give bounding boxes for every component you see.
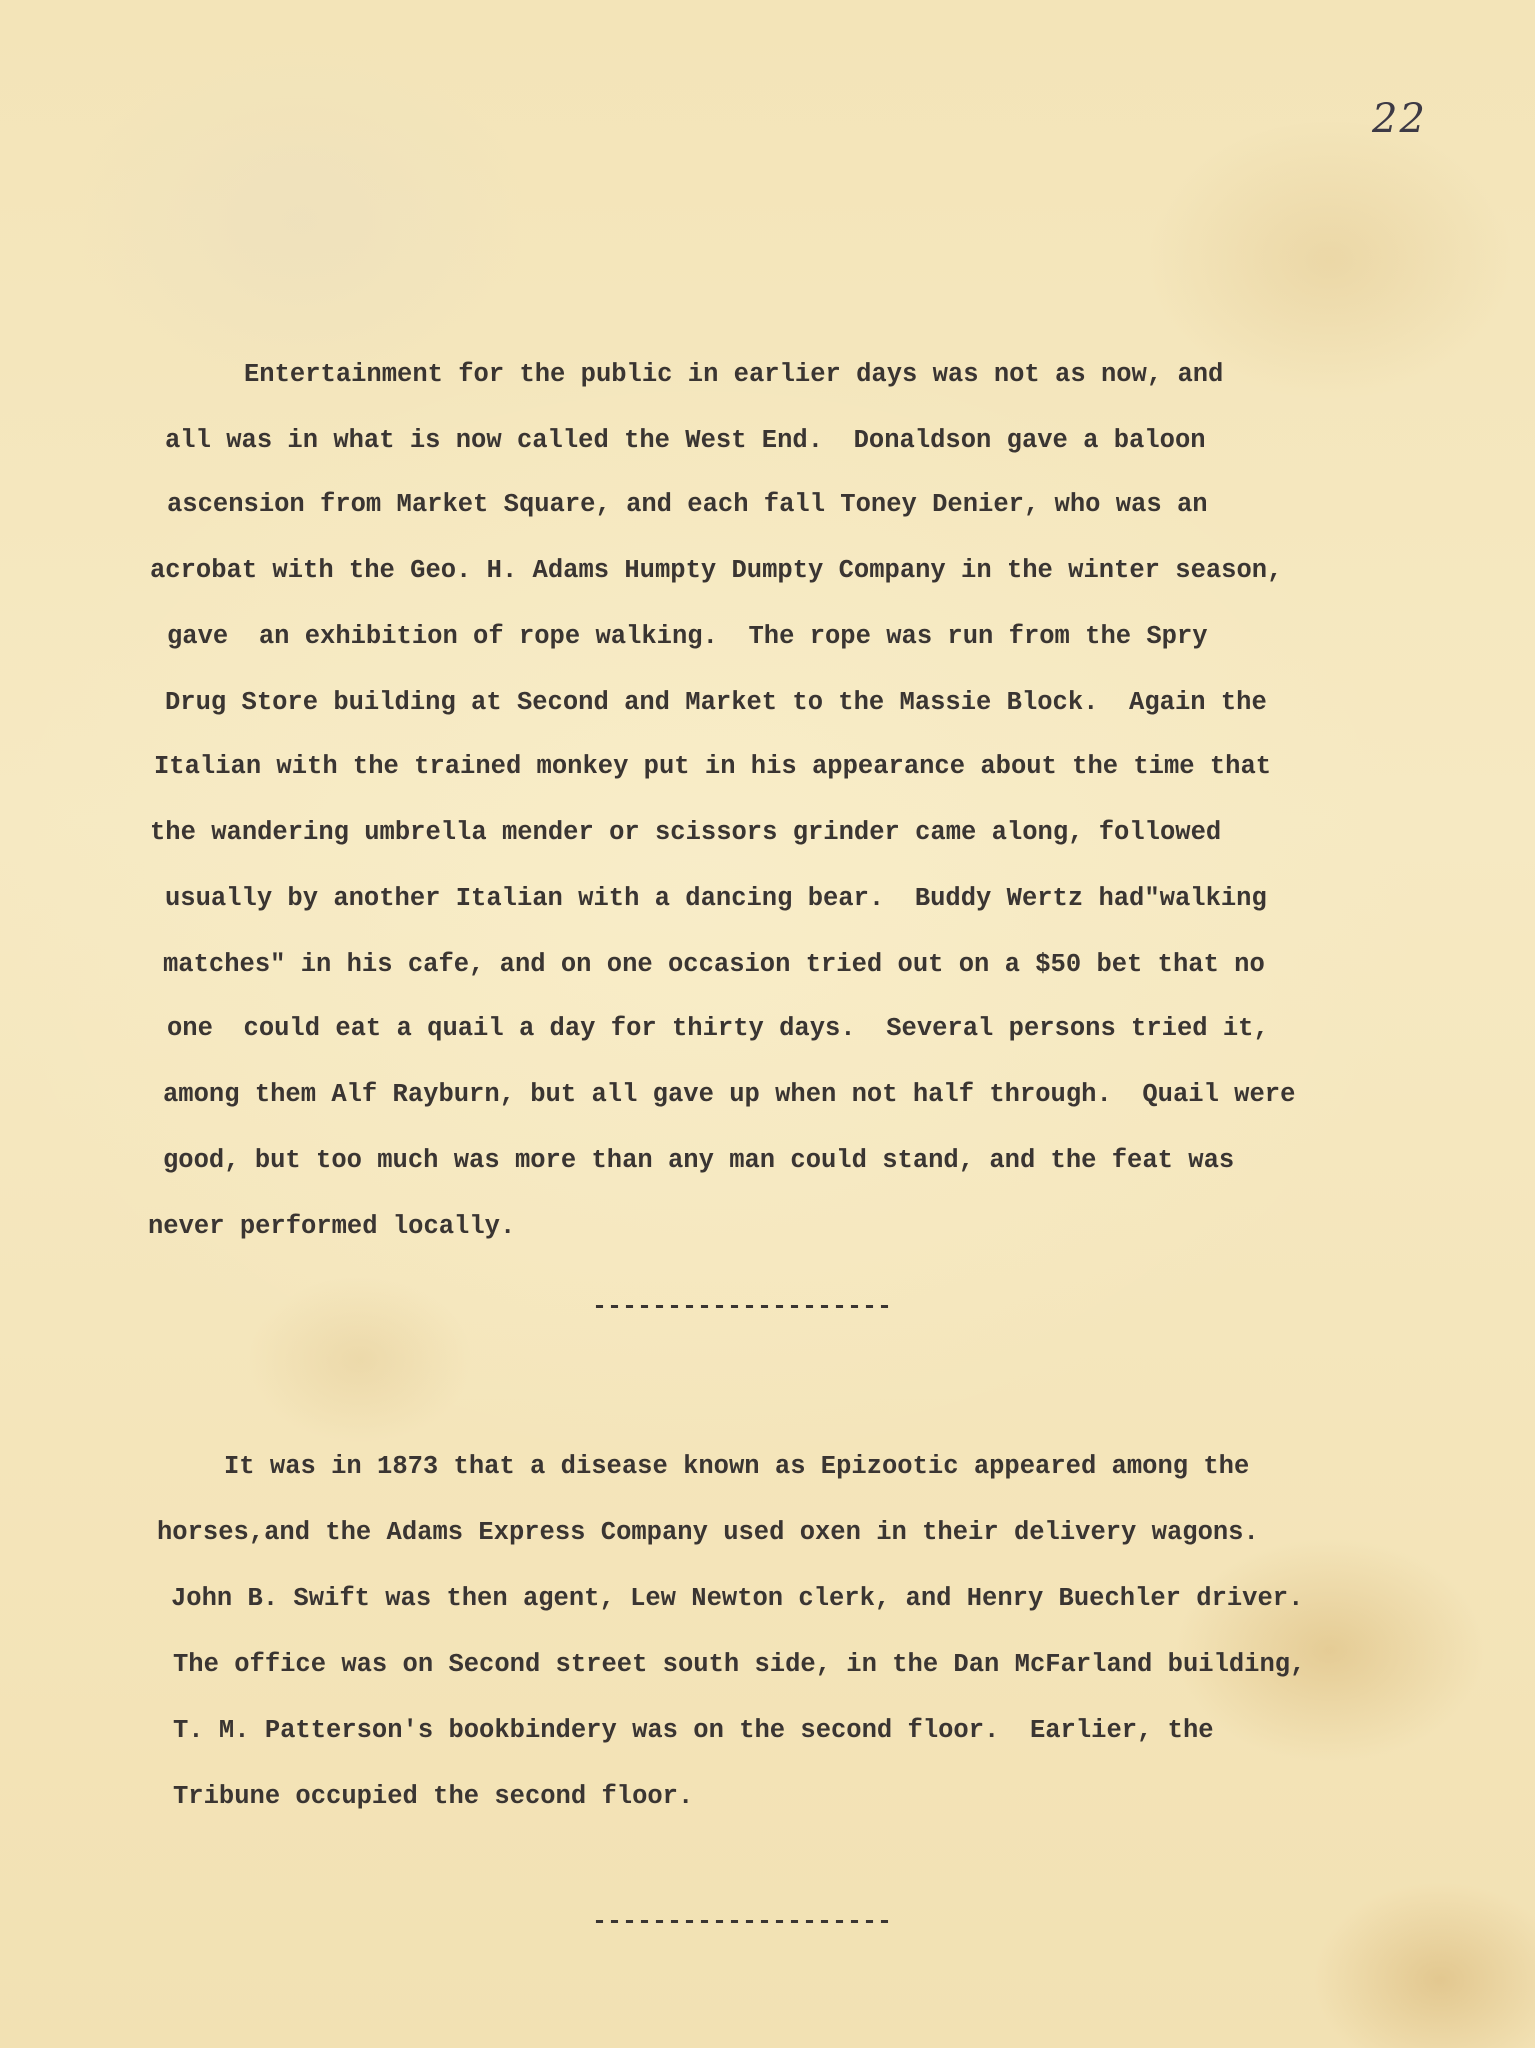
text-line: among them Alf Rayburn, but all gave up when not half through. Quail were — [163, 1080, 1296, 1109]
text-line: John B. Swift was then agent, Lew Newton clerk, and Henry Buechler driver. — [171, 1584, 1304, 1613]
text-line: one could eat a quail a day for thirty days. Several persons tried it, — [167, 1014, 1269, 1043]
text-line: all was in what is now called the West End. Donaldson gave a baloon — [165, 426, 1206, 455]
page-number: 22 — [1372, 96, 1427, 142]
text-line: never performed locally. — [148, 1212, 516, 1241]
section-separator: -------------------- — [592, 1292, 893, 1321]
text-line: gave an exhibition of rope walking. The rope was run from the Spry — [167, 622, 1208, 651]
text-line: ascension from Market Square, and each fall Toney Denier, who was an — [167, 490, 1208, 519]
section-separator: -------------------- — [592, 1907, 893, 1936]
text-line: The office was on Second street south side, in the Dan McFarland building, — [173, 1650, 1306, 1679]
text-line: matches" in his cafe, and on one occasion tried out on a $50 bet that no — [163, 950, 1265, 979]
text-line: T. M. Patterson's bookbindery was on the second floor. Earlier, the — [173, 1716, 1214, 1745]
text-line: Entertainment for the public in earlier days was not as now, and — [244, 360, 1224, 389]
text-line: Drug Store building at Second and Market to the Massie Block. Again the — [165, 688, 1267, 717]
text-line: Italian with the trained monkey put in his appearance about the time that — [154, 752, 1272, 781]
text-line: the wandering umbrella mender or scissors grinder came along, followed — [150, 818, 1222, 847]
text-line: It was in 1873 that a disease known as Epizootic appeared among the — [224, 1452, 1250, 1481]
text-line: acrobat with the Geo. H. Adams Humpty Dumpty Company in the winter season, — [150, 556, 1283, 585]
text-line: usually by another Italian with a dancing bear. Buddy Wertz had"walking — [165, 884, 1267, 913]
text-line: good, but too much was more than any man could stand, and the feat was — [163, 1146, 1235, 1175]
text-line: horses,and the Adams Express Company used oxen in their delivery wagons. — [157, 1518, 1259, 1547]
text-line: Tribune occupied the second floor. — [173, 1782, 694, 1811]
